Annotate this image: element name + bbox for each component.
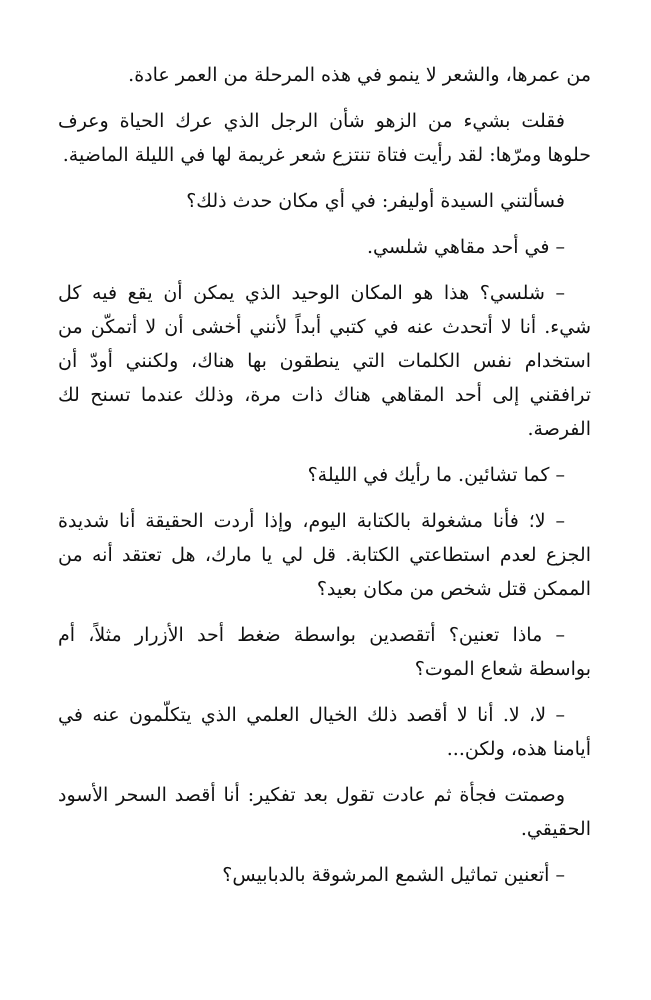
paragraph-8: – ماذا تعنين؟ أتقصدين بواسطة ضغط أحد الأزرار مثلاً، أم بواسطة شعاع الموت؟ xyxy=(58,624,591,680)
paragraph-6: – كما تشائين. ما رأيك في الليلة؟ xyxy=(307,464,565,486)
paragraph-7: – لا؛ فأنا مشغولة بالكتابة اليوم، وإذا أردت الحقيقة أنا شديدة الجزع لعدم استطاعتي الكتابة. قل لي يا مارك، هل تعتقد أنه من الممكن قتل شخص من مكان بعيد؟ xyxy=(58,510,591,600)
paragraph-3: فسألتني السيدة أوليفر: في أي مكان حدث ذلك؟ xyxy=(186,190,565,212)
paragraph-10: وصمتت فجأة ثم عادت تقول بعد تفكير: أنا أقصد السحر الأسود الحقيقي. xyxy=(58,784,591,840)
paragraph-11: – أتعنين تماثيل الشمع المرشوقة بالدبابيس؟ xyxy=(222,864,565,886)
paragraph-9: – لا، لا. أنا لا أقصد ذلك الخيال العلمي الذي يتكلّمون عنه في أيامنا هذه، ولكن... xyxy=(58,704,591,760)
paragraph-5: – شلسي؟ هذا هو المكان الوحيد الذي يمكن أن يقع فيه كل شيء. أنا لا أتحدث عنه في كتبي أبداً لأنني أخشى أن لا أتمكّن من استخدام نفس الكلمات التي ينطقون بها هناك، ولكنني أودّ أن ترافقني إلى أحد المقاهي هناك ذات مرة، وذلك عندما تسنح لك الفرصة. xyxy=(58,282,591,440)
paragraph-4: – في أحد مقاهي شلسي. xyxy=(366,236,565,258)
paragraph-1: من عمرها، والشعر لا ينمو في هذه المرحلة من العمر عادة. xyxy=(128,64,591,86)
book-page xyxy=(58,58,591,1000)
paragraph-2: فقلت بشيء من الزهو شأن الرجل الذي عرك الحياة وعرف حلوها ومرّها: لقد رأيت فتاة تنتزع شعر غريمة لها في الليلة الماضية. xyxy=(58,110,591,166)
